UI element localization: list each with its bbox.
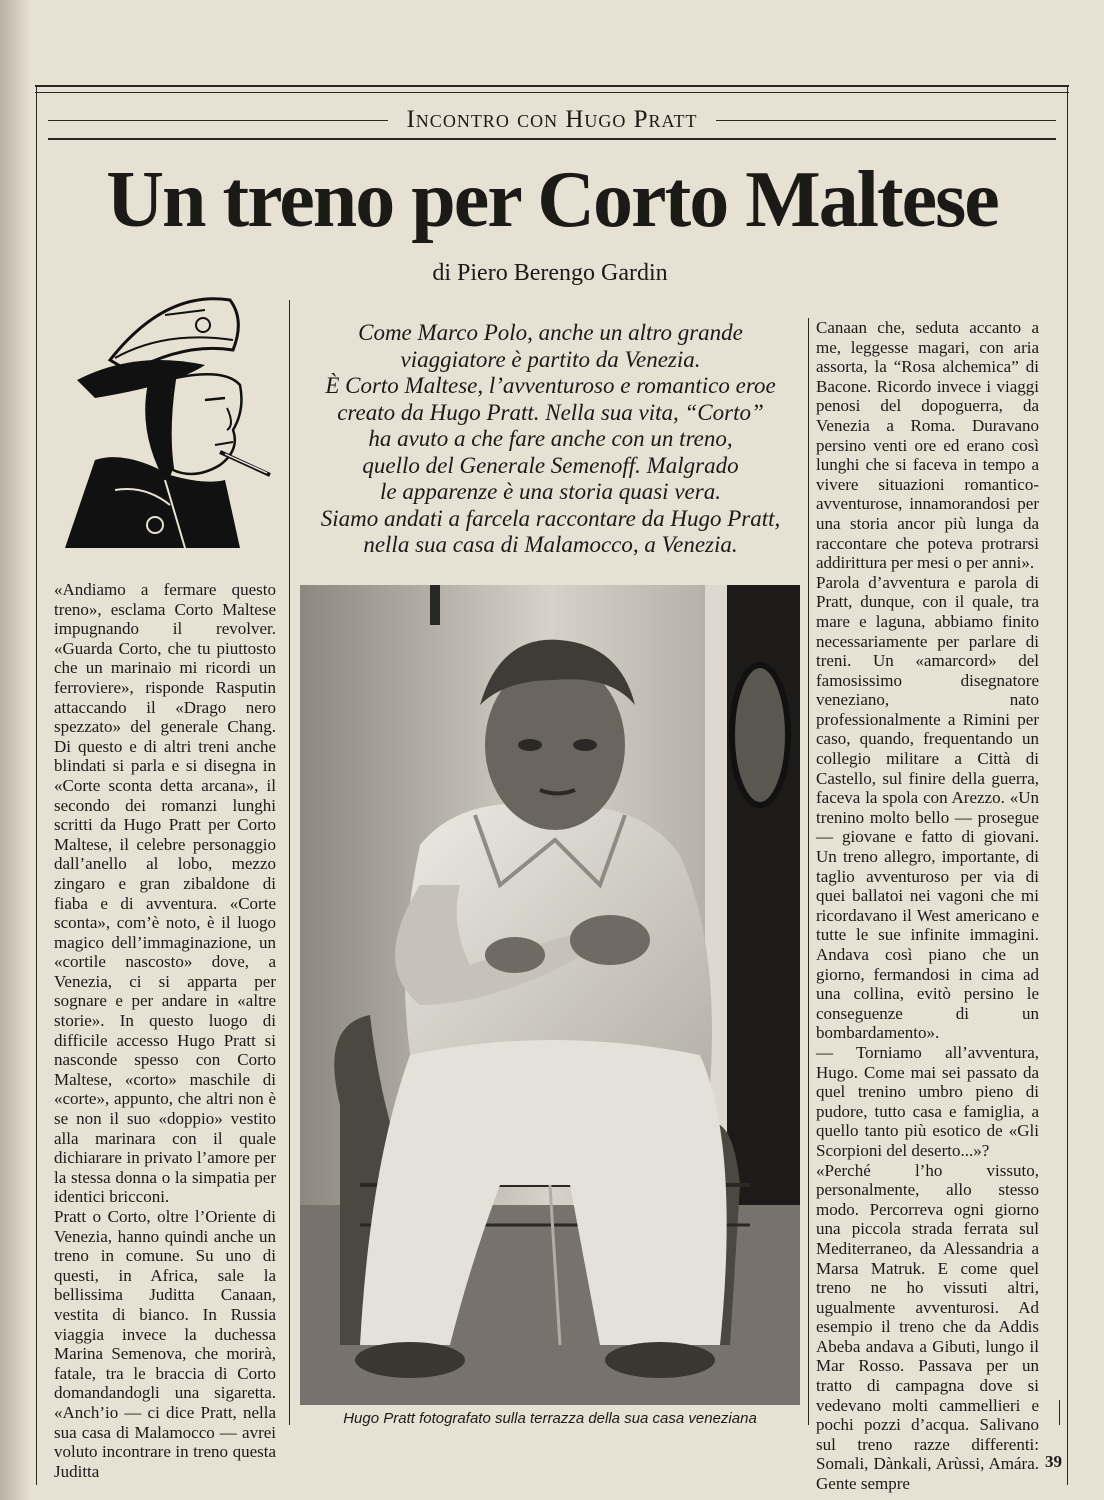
frame-bottom-right-tick bbox=[1059, 1400, 1060, 1425]
kicker-bottom-rule bbox=[48, 138, 1056, 140]
frame-top-rule bbox=[35, 85, 1069, 87]
column-rule-right bbox=[808, 318, 809, 1425]
deck-line: Siamo andati a farcela raccontare da Hugo Pratt, bbox=[320, 505, 781, 531]
deck-line: viaggiatore è partito da Venezia. bbox=[400, 346, 701, 372]
column-rule-left bbox=[289, 300, 290, 1425]
deck-line: le apparenze è una storia quasi vera. bbox=[380, 479, 721, 504]
deck-line: ha avuto a che fare anche con un treno, bbox=[368, 426, 733, 451]
body-paragraph: Canaan che, seduta accanto a me, leggesse magari, con aria assorta, la “Rosa alchemica” di Bacone. Ricordo invece i viaggi penosi del dopoguerra, da Venezia a Roma. Duravano persino venti ore ed erano così lunghi che si faceva in tempo a vivere situazioni romantico-avventurose, innamorandosi per una storia ancor più lunga da raccontare che poteva protrarsi addirittura per mesi o per anni». bbox=[816, 318, 1039, 573]
section-kicker: Incontro con Hugo Pratt bbox=[406, 106, 698, 133]
kicker-line-left bbox=[48, 120, 388, 121]
deck-line: nella sua casa di Malamocco, a Venezia. bbox=[363, 532, 738, 557]
corto-maltese-drawing bbox=[55, 280, 280, 550]
frame-top-rule-thin bbox=[35, 92, 1069, 93]
deck-line: Come Marco Polo, anche un altro grande bbox=[358, 320, 743, 345]
article-deck bbox=[298, 320, 803, 559]
right-column bbox=[816, 318, 1039, 1494]
body-paragraph: «Andiamo a fermare questo treno», esclama Corto Maltese impugnando il revolver. «Guarda Corto, che tu piuttosto che un marinaio mi ricordi un ferroviere», risponde Rasputin attaccando il «Drago nero spezzato» del generale Chang. Di questo e di altri treni anche blindati si parla e si disegna in «Corte sconta detta arcana», il secondo dei romanzi lunghi scritti da Hugo Pratt per Corto Maltese, il celebre personaggio dall’anello al lobo, mezzo zingaro e gran zibaldone di fiaba e di avventura. «Corte sconta», com’è noto, è il luogo magico dell’immaginazione, un «cortile nascosto» dove, a Venezia, ci si apparta per sognare e per andare in «altre storie». In questo luogo di difficile accesso Hugo Pratt si nasconde spesso con Corto Maltese, «corto» maschile di «corte», appunto, che altri non è se non il suo «doppio» vestito alla marinara con il quale dichiarare in privato l’amore per la stessa donna o la simpatia per identici bricconi. bbox=[54, 580, 276, 1207]
article-byline: di Piero Berengo Gardin bbox=[432, 260, 668, 286]
kicker-row bbox=[48, 100, 1056, 140]
deck-line: quello del Generale Semenoff. Malgrado bbox=[362, 452, 739, 478]
body-paragraph: «Perché l’ho vissuto, personalmente, allo stesso modo. Percorreva ogni giorno una piccola strada ferrata sul Mediterraneo, da Alessandria a Marsa Matruk. E come quel treno ne ho vissuti altri, ugualmente avventurosi. Ad esempio il treno che da Addis Abeba andava a Gibuti, lungo il Mar Rosso. Passava per un tratto di campagna dove si vedevano molti cammellieri e pochi pozzi d’acqua. Salivano sul treno razze differenti: Somali, Dànkali, Arùssi, Amára. Gente sempre bbox=[816, 1160, 1039, 1494]
body-paragraph: — Torniamo all’avventura, Hugo. Come mai sei passato da quel trenino umbro pieno di pudore, tutto casa e famiglia, a quello tanto più esotico de «Gli Scorpioni del deserto...»? bbox=[816, 1042, 1039, 1160]
deck-line: È Corto Maltese, l’avventuroso e romantico eroe bbox=[325, 373, 776, 398]
frame-right-rule bbox=[1067, 85, 1068, 1485]
left-column bbox=[54, 580, 276, 1481]
body-paragraph: Pratt o Corto, oltre l’Oriente di Venezia, hanno quindi anche un treno in comune. Su uno di questi, in Africa, sale la bellissima Juditta Canaan, vestita di bianco. In Russia viaggia invece la duchessa Marina Semenova, che morirà, fatale, tra le braccia di Corto domandandogli una sigaretta. «Anch’io — ci dice Pratt, nella sua casa di Malamocco — avrei voluto incontrare in treno questa Juditta bbox=[54, 1207, 276, 1481]
body-paragraph: Parola d’avventura e parola di Pratt, dunque, con il quale, tra mare e laguna, abbiamo finito necessariamente per parlare di treni. Un «amarcord» del famosissimo disegnatore veneziano, nato professionalmente a Rimini per caso, quando, frequentando un collegio militare a Città di Castello, sul finire della guerra, faceva la spola con Arezzo. «Un trenino molto bello — prosegue — giovane e fatto di giovani. Un treno allegro, importante, di taglio avventuroso per via di quei ballatoi nei vagoni che mi ricordavano il West americano e tutte le sue infinite immagini. Andava così piano che un giorno, fermandosi in cima ad una collina, evitò persino le conseguenze di un bombardamento». bbox=[816, 572, 1039, 1043]
frame-left-rule bbox=[36, 85, 37, 1485]
deck-line: creato da Hugo Pratt. Nella sua vita, “Corto” bbox=[337, 399, 764, 425]
page-number: 39 bbox=[1045, 1452, 1062, 1471]
article-headline: Un treno per Corto Maltese bbox=[106, 156, 998, 244]
photo-caption: Hugo Pratt fotografato sulla terrazza della sua casa veneziana bbox=[343, 1410, 757, 1427]
kicker-line-right bbox=[716, 120, 1056, 121]
hugo-pratt-photo bbox=[300, 585, 800, 1405]
